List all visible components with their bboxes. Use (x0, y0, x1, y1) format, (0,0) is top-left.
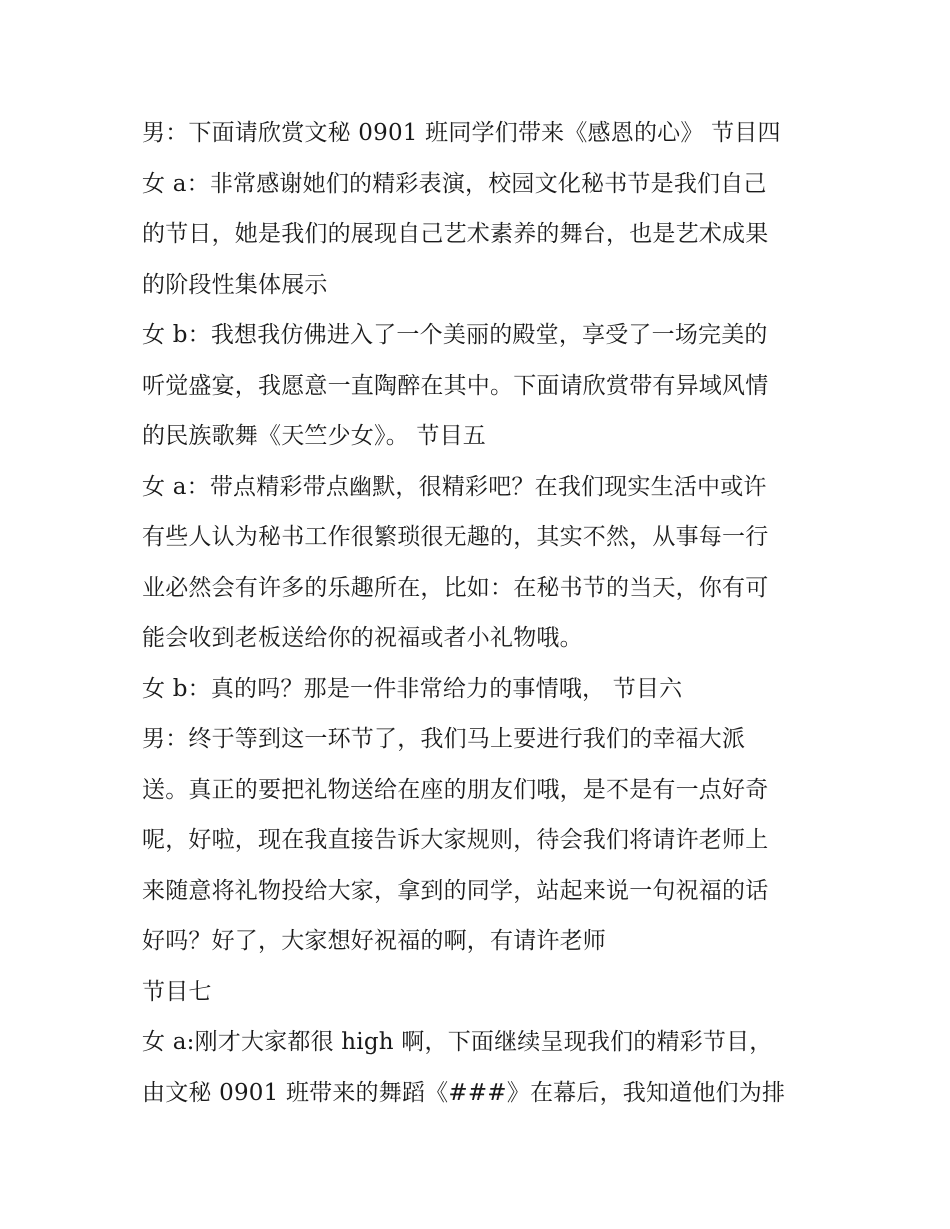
text-line: 送。真正的要把礼物送给在座的朋友们哦，是不是有一点好奇 (142, 776, 769, 803)
text-line: 的民族歌舞《天竺少女》。 节目五 (142, 423, 487, 449)
document-body (142, 108, 842, 1118)
text-line: 有些人认为秘书工作很繁琐很无趣的，其实不然，从事每一行 (142, 524, 769, 550)
text-line: 节目七 (142, 978, 212, 1005)
text-line: 能会收到老板送给你的祝福或者小礼物哦。 (142, 625, 583, 651)
text-line: 女 b：真的吗？那是一件非常给力的事情哦， 节目六 (142, 675, 683, 702)
text-line: 来随意将礼物投给大家，拿到的同学，站起来说一句祝福的话 (142, 877, 769, 904)
text-line: 由文秘 0901 班带来的舞蹈《###》在幕后，我知道他们为排 (142, 1079, 786, 1106)
text-line: 听觉盛宴，我愿意一直陶醉在其中。下面请欣赏带有异域风情 (142, 372, 769, 399)
text-line: 男：下面请欣赏文秘 0901 班同学们带来《感恩的心》 节目四 (142, 120, 781, 146)
text-line: 男：终于等到这一环节了，我们马上要进行我们的幸福大派 (142, 726, 746, 752)
text-line: 呢，好啦，现在我直接告诉大家规则，待会我们将请许老师上 (142, 827, 769, 853)
text-line: 好吗？好了，大家想好祝福的啊，有请许老师 (142, 928, 606, 954)
text-line: 的节日，她是我们的展现自己艺术素养的舞台，也是艺术成果 (142, 221, 769, 247)
text-line: 业必然会有许多的乐趣所在，比如：在秘书节的当天，你有可 (142, 574, 769, 601)
text-line: 的阶段性集体展示 (142, 271, 328, 298)
text-line: 女 a:刚才大家都很 high 啊，下面继续呈现我们的精彩节目， (142, 1029, 773, 1055)
text-line: 女 b：我想我仿佛进入了一个美丽的殿堂，享受了一场完美的 (142, 322, 768, 348)
text-line: 女 a：带点精彩带点幽默，很精彩吧？在我们现实生活中或许 (142, 473, 767, 500)
text-line: 女 a：非常感谢她们的精彩表演，校园文化秘书节是我们自己 (142, 170, 767, 197)
